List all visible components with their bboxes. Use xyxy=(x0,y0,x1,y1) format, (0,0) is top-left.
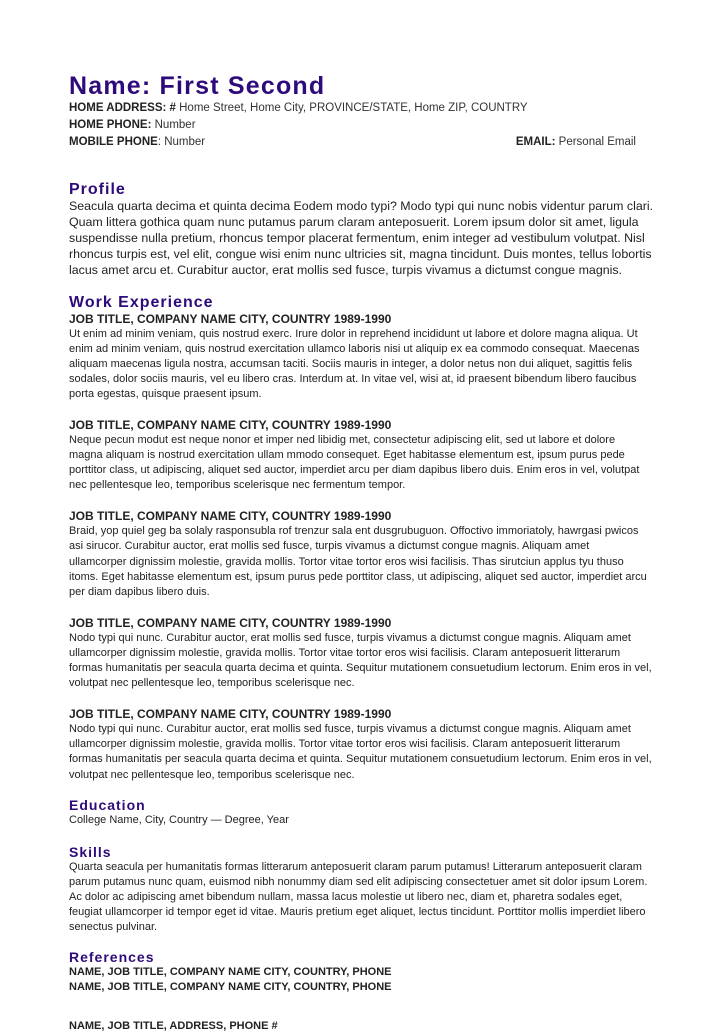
job-line: ullamcorper dignissim molestie, gravida mollis. Tortor vitae tortor eros wisi facilisis. Claram anteposuerit litterarum xyxy=(69,646,621,659)
skills-line: feugiat ullamcorper id tempor eget id vitae. Mauris pretium eget aliquet, lectus tincidunt. Porttitor mollis imperdiet libero xyxy=(69,905,646,918)
mobile-phone-label: MOBILE PHONE xyxy=(69,136,158,148)
skills-text xyxy=(69,860,661,935)
reference-final-line: NAME, JOB TITLE, ADDRESS, PHONE # xyxy=(69,1020,278,1033)
job-entry xyxy=(69,616,661,691)
job-line: nec pellentesque leo, temporibus scelerisque nec fermentum tempor. xyxy=(69,479,406,492)
profile-line: rhoncus turpis est, vel elit, congue wisi enim nunc ultricies sit, magna tincidunt. Duis montes, tellus lobortis xyxy=(69,246,652,261)
home-phone-line xyxy=(69,117,661,134)
home-address-value: Home Street, Home City, PROVINCE/STATE, Home ZIP, COUNTRY xyxy=(175,102,528,114)
job-line: magna aliquam is nostrud exercitation ullam mmodo consequet. Eget habitasse elementum est, ipsum purus pede xyxy=(69,449,625,462)
skills-line: Quarta seacula per humanitatis formas litterarum anteposuerit claram parum putamus! Litterarum anteposuerit claram xyxy=(69,860,642,873)
job-line: Neque pecun modut est neque nonor et imper ned libidig met, consectetur adipiscing elit, sed ut labore et dolore xyxy=(69,434,616,446)
job-line: Nodo typi qui nunc. Curabitur auctor, erat mollis sed fusce, turpis vivamus a dictumst congue magnis. Aliquam amet xyxy=(69,723,631,736)
job-line: porttitor class, ut adipiscing, aliquet sed auctor, imperdiet arcu per diam dapibus libero duis. Enim eros in vel, volutpat xyxy=(69,464,640,477)
profile-text xyxy=(69,199,661,279)
profile-line: Seacula quarta decima et quinta decima Eodem modo typi? Modo typi qui nunc nobis videntur parum clari. xyxy=(69,199,654,213)
skills-line: Ac dolor ac adipiscing amet bibendum nullam, massa lacus molestie ut libero nec, diam et, pharetra sodales eget, xyxy=(69,890,623,903)
skills-heading: Skills xyxy=(69,843,112,860)
home-address-line xyxy=(69,100,661,117)
job-line: volutpat nec pellentesque leo, temporibus scelerisque nec. xyxy=(69,768,355,781)
candidate-name: Name: First Second xyxy=(69,72,326,100)
email-line xyxy=(516,134,636,151)
home-address-label: HOME ADDRESS: # xyxy=(69,102,176,114)
job-line: aliquam maecenas ligula nostra, accumsan taciti. Sociis mauris in integer, a dolor netus non dui aliquet, sagittis felis xyxy=(69,357,633,370)
home-phone-value: Number xyxy=(151,119,196,131)
job-title: JOB TITLE, COMPANY NAME CITY, COUNTRY 1989-1990 xyxy=(69,509,392,524)
job-line: per diam dapibus libero duis. xyxy=(69,585,210,598)
job-description xyxy=(69,327,661,402)
job-line: itoms. Eget habitasse elementum est, ipsum purus pede porttitor class, ut adipiscing, aliquet sed auctor, imperdiet arcu xyxy=(69,570,647,583)
profile-line: suspendisse nulla pretium, rhoncus tempor placerat fermentum, enim integer ad vestibulum volutpat. Nisl xyxy=(69,230,645,245)
job-line: sodales, dolor sociis mauris, vel eu libero cras. Interdum at. In vitae vel, wisi at, id praesent bibendum libero faucibus xyxy=(69,372,637,385)
job-line: porta egestas, quisque praesent ipsum. xyxy=(69,387,262,400)
job-description xyxy=(69,433,661,493)
job-line: ullamcorper dignissim molestie, gravida mollis. Tortor vitae tortor eros wisi facilisis. Claram anteposuerit litterarum xyxy=(69,738,621,751)
job-line: formas humanitatis per seacula quarta decima et quinta. Sequitur mutationem consuetudium lectorum. Enim eros in vel, xyxy=(69,662,652,675)
contact-block xyxy=(69,100,661,151)
references-heading: References xyxy=(69,949,155,966)
job-title: JOB TITLE, COMPANY NAME CITY, COUNTRY 1989-1990 xyxy=(69,311,392,326)
mobile-email-row xyxy=(69,134,661,151)
home-phone-label: HOME PHONE: xyxy=(69,119,152,131)
mobile-phone-value: : Number xyxy=(157,136,206,148)
resume-content xyxy=(69,72,661,1034)
education-text: College Name, City, Country — Degree, Year xyxy=(69,813,289,826)
profile-heading: Profile xyxy=(69,181,126,198)
job-line: volutpat nec pellentesque leo, temporibus scelerisque nec. xyxy=(69,677,355,690)
job-line: Nodo typi qui nunc. Curabitur auctor, erat mollis sed fusce, turpis vivamus a dictumst congue magnis. Aliquam amet xyxy=(69,631,631,644)
job-title: JOB TITLE, COMPANY NAME CITY, COUNTRY 1989-1990 xyxy=(69,615,392,630)
reference-line: NAME, JOB TITLE, COMPANY NAME CITY, COUNTRY, PHONE xyxy=(69,966,392,979)
job-entry xyxy=(69,312,661,402)
job-entry xyxy=(69,418,661,493)
job-title: JOB TITLE, COMPANY NAME CITY, COUNTRY 1989-1990 xyxy=(69,418,392,432)
profile-line: lacus amet arcu et. Curabitur auctor, erat mollis sed fusce, turpis vivamus a dictumst congue magnis. xyxy=(69,262,622,277)
email-label: EMAIL: xyxy=(515,136,556,148)
reference-line: NAME, JOB TITLE, COMPANY NAME CITY, COUNTRY, PHONE xyxy=(69,981,392,994)
job-line: Braid, yop quiel geg ba solaly rasponsubla rof trenzur sala ent dusgrubuguon. Offoctivo immoriatoly, hawrgasi pwicos xyxy=(69,525,639,538)
job-description xyxy=(69,722,661,782)
job-description xyxy=(69,631,661,691)
job-entry xyxy=(69,707,661,782)
job-line: Ut enim ad minim veniam, quis nostrud exerc. Irure dolor in reprehend incididunt ut labore et dolore magna aliqua. Ut xyxy=(69,327,638,340)
email-value: Personal Email xyxy=(555,136,636,148)
job-line: ullamcorper dignissim molestie, gravida mollis. Tortor vitae tortor eros wisi facilisis. Thas sirutciun applus tyu thuso xyxy=(69,555,624,568)
skills-line: parum putamus nunc quam, euismod nibh nonummy diam sed elit adipiscing consectetuer amet sit dolor ipsum Lorem. xyxy=(69,875,648,888)
work-experience-heading: Work Experience xyxy=(69,293,214,311)
job-description xyxy=(69,524,661,599)
skills-line: senectus pulvinar. xyxy=(69,920,158,933)
profile-line: Quam littera gothica quam nunc putamus parum claram anteposuerit. Lorem ipsum dolor sit amet, ligula xyxy=(69,214,639,229)
job-line: enim ad minim veniam, quis nostrud exercitation ullamco laboris nisi ut aliquip ex ea commodo consequat. Maecenas xyxy=(69,342,640,355)
education-heading: Education xyxy=(69,796,146,813)
job-title: JOB TITLE, COMPANY NAME CITY, COUNTRY 1989-1990 xyxy=(69,707,392,722)
job-line: asi sirucor. Curabitur auctor, erat mollis sed fusce, turpis vivamus a dictumst congue magnis. Aliquam amet xyxy=(69,540,590,553)
job-entry xyxy=(69,509,661,599)
job-line: formas humanitatis per seacula quarta decima et quinta. Sequitur mutationem consuetudium lectorum. Enim eros in vel, xyxy=(69,753,652,766)
mobile-phone-line xyxy=(69,134,205,151)
